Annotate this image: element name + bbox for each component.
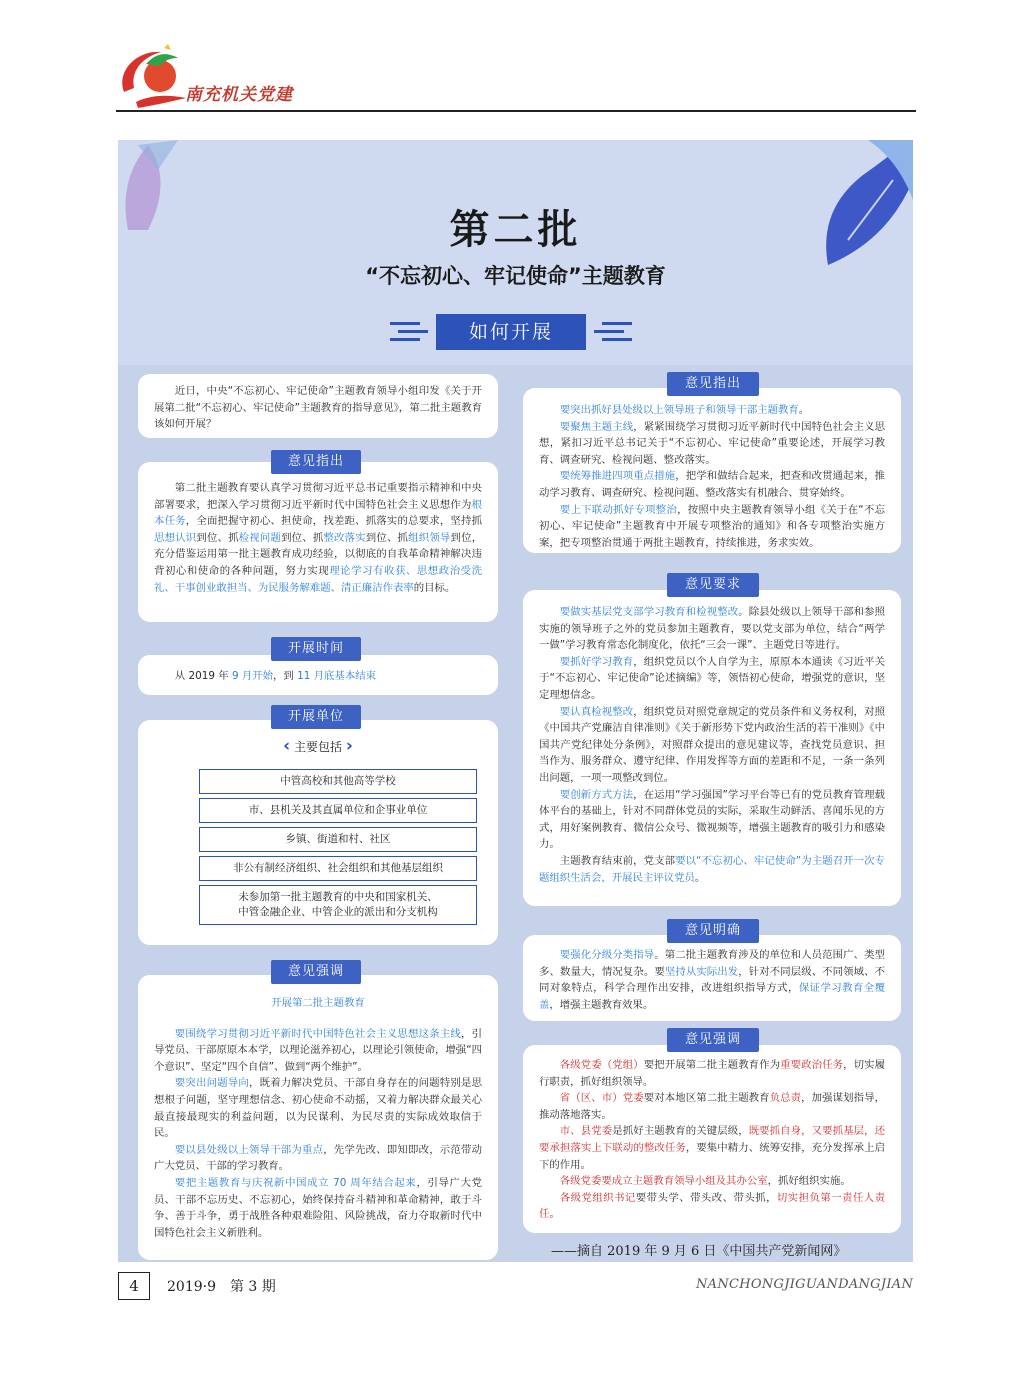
banner xyxy=(118,140,913,365)
magazine-pinyin: NANCHONGJIGUANDANGJIAN xyxy=(696,1277,914,1292)
decor-line xyxy=(398,330,428,333)
right-guide-p3: 要统筹推进四项重点措施，把学和做结合起来，把查和改贯通起来，推动学习教育、调查研究、检视问题、整改落实有机融合、贯穿始终。 xyxy=(539,470,886,499)
require-p3: 要认真检视整改，组织党员对照党章规定的党员条件和义务权利，对照《中国共产党廉洁自律准则》《关于新形势下党内政治生活的若干准则》《中国共产党纪律处分条例》，对照群众提出的意见建议等，查找党员意识、担当作为、服务群众、遵守纪律、作用发挥等方面的差距和不足，一条一条列出问题，一项一项整改到位。 xyxy=(539,705,886,784)
unit-item: 市、县机关及其直属单位和企事业单位 xyxy=(199,798,477,823)
decor-line xyxy=(594,330,624,333)
chevron-right-icon: › xyxy=(345,736,353,756)
right-guide-box xyxy=(523,388,901,553)
units-heading: ‹ 主要包括 › xyxy=(283,736,353,756)
decor-line xyxy=(602,338,632,341)
units-tag: 开展单位 xyxy=(271,705,361,729)
right-guide-tag: 意见指出 xyxy=(667,372,759,396)
chevron-left-icon: ‹ xyxy=(283,736,291,756)
left-stress-p1: 要围绕学习贯彻习近平新时代中国特色社会主义思想这条主线，引导党员、干部原原本本学，以理论滋养初心，以理论引领使命，增强“四个意识”、坚定“四个自信”、做到“两个维护”。 xyxy=(154,1027,483,1073)
magazine-title: 南充机关党建 xyxy=(185,85,293,105)
intro-text: 近日，中央“不忘初心、牢记使命”主题教育领导小组印发《关于开展第二批“不忘初心、牢记使命”主题教育的指导意见》，第二批主题教育该如何开展？ xyxy=(154,385,482,431)
page-subtitle: “不忘初心、牢记使命”主题教育 xyxy=(365,264,666,288)
source-credit: ——摘自 2019 年 9 月 6 日《中国共产党新闻网》 xyxy=(551,1244,847,1259)
intro-box xyxy=(138,374,498,438)
left-stress-p2: 要突出问题导向，既着力解决党员、干部自身存在的问题特别是思想根子问题，坚守理想信念、初心使命不动摇，又着力解决群众最关心最直接最现实的利益问题，以为民谋利、为民尽责的实际成效取信于民。 xyxy=(154,1077,482,1140)
require-p2: 要抓好学习教育，组织党员以个人自学为主，原原本本通读《习近平关于“不忘初心、牢记使命”论述摘编》等，领悟初心使命，增强党的意识，坚定理想信念。 xyxy=(539,655,886,701)
unit-item: 未参加第一批主题教育的中央和国家机关、 中管金融企业、中管企业的派出和分支机构 xyxy=(199,885,477,925)
right-stress-p1: 各级党委（党组）要把开展第二批主题教育作为重要政治任务，切实履行职责，抓好组织领导。 xyxy=(539,1059,886,1088)
left-guide-text: 第二批主题教育要认真学习贯彻习近平总书记重要指示精神和中央部署要求，把深入学习贯彻习近平新时代中国特色社会主义思想作为根本任务，全面把握守初心、担使命，找差距、抓落实的总要求，坚持抓思想认识到位、抓检视问题到位、抓整改落实到位、抓组织领导到位，充分借鉴运用第一批主题教育成功经验，以彻底的自我革命精神解决违背初心和使命的各种问题，努力实现理论学习有收获、思想政治受洗礼、干事创业敢担当、为民服务解难题、清正廉洁作表率的目标。 xyxy=(154,482,483,594)
clear-tag: 意见明确 xyxy=(667,919,759,943)
right-stress-p5: 各级党组织书记要带头学、带头改、带头抓，切实担负第一责任人责任。 xyxy=(539,1191,886,1221)
left-stress-p3: 要以县处级以上领导干部为重点，先学先改、即知即改，示范带动广大党员、干部的学习教育。 xyxy=(154,1143,482,1173)
right-guide-p4: 要上下联动抓好专项整治，按照中央主题教育领导小组《关于在“不忘初心、牢记使命”主题教育中开展专项整治的通知》和各专项整治实施方案，把专项整治贯通于两批主题教育，持续推进，务求实效。 xyxy=(539,503,885,549)
issue-label: 2019·9 第 3 期 xyxy=(167,1279,276,1295)
decor-line xyxy=(390,322,420,325)
page-title: 第二批 xyxy=(449,207,582,253)
right-guide-p1: 要突出抓好县处级以上领导班子和领导干部主题教育。 xyxy=(559,404,810,416)
right-stress-p4: 各级党委要成立主题教育领导小组及其办公室，抓好组织实施。 xyxy=(559,1175,851,1188)
require-box xyxy=(523,590,901,906)
unit-item: 乡镇、街道和村、社区 xyxy=(199,827,477,852)
left-stress-heading: 开展第二批主题教育 xyxy=(271,997,365,1009)
left-guide-box xyxy=(138,462,498,622)
right-stress-p2: 省（区、市）党委要对本地区第二批主题教育负总责，加强谋划指导，推动落地落实。 xyxy=(539,1092,886,1121)
clear-text: 要强化分级分类指导。第二批主题教育涉及的单位和人员范围广、类型多、数量大，情况复杂。要坚持从实际出发，针对不同层级、不同领域、不同对象特点，科学合理作出安排，改进组织指导方式，保证学习教育全覆盖，增强主题教育效果。 xyxy=(539,949,886,1011)
unit-item: 非公有制经济组织、社会组织和其他基层组织 xyxy=(199,856,477,881)
logo-icon xyxy=(116,42,196,110)
time-tag: 开展时间 xyxy=(271,637,361,661)
require-p1: 要做实基层党支部学习教育和检视整改。除县处级以上领导干部和参照实施的领导班子之外的党员参加主题教育，要以党支部为单位，结合“两学一做”学习教育常态化制度化，依托“三会一课”、主题党日等进行。 xyxy=(539,606,886,652)
require-p5: 主题教育结束前，党支部要以“不忘初心、牢记使命”为主题召开一次专题组织生活会，开展民主评议党员。 xyxy=(539,854,886,884)
how-to-banner: 如何开展 xyxy=(436,314,586,350)
require-tag: 意见要求 xyxy=(667,573,759,597)
right-stress-p3: 市、县党委是抓好主题教育的关键层级，既要抓自身，又要抓基层，还要承担落实上下联动的整改任务，要集中精力、统筹安排，充分发挥承上启下的作用。 xyxy=(539,1125,886,1171)
page-number: 4 xyxy=(118,1272,150,1300)
units-box xyxy=(138,720,498,945)
right-stress-tag: 意见强调 xyxy=(667,1028,759,1052)
unit-item: 中管高校和其他高等学校 xyxy=(199,769,477,794)
time-text: 从 2019 年 9 月开始，到 11 月底基本结束 xyxy=(174,670,376,682)
decor-line xyxy=(602,322,632,325)
time-box xyxy=(138,655,498,695)
require-p4: 要创新方式方法，在运用“学习强国”学习平台等已有的党员教育管理载体平台的基础上，针对不同群体党员的实际，采取生动鲜活、喜闻乐见的方式，用好案例教育、微信公众号、微视频等，增强主题教育的吸引力和感染力。 xyxy=(539,788,886,851)
left-guide-tag: 意见指出 xyxy=(271,450,361,474)
left-stress-tag: 意见强调 xyxy=(271,960,361,984)
clear-box xyxy=(523,935,901,1021)
right-guide-p2: 要聚焦主题主线，紧紧围绕学习贯彻习近平新时代中国特色社会主义思想，紧扣习近平总书记关于“不忘初心、牢记使命”重要论述，开展学习教育、调查研究、检视问题、整改落实。 xyxy=(539,420,886,466)
left-stress-box xyxy=(138,975,498,1260)
decor-line xyxy=(390,338,420,341)
header-rule xyxy=(116,110,916,112)
left-stress-p4: 要把主题教育与庆祝新中国成立 70 周年结合起来，引导广大党员、干部不忘历史、不忘初心，始终保持奋斗精神和革命精神，敢于斗争、善于斗争，勇于战胜各种艰难险阻、风险挑战，奋力夺取新时代中国特色社会主义新胜利。 xyxy=(154,1176,483,1239)
right-stress-box xyxy=(523,1045,901,1233)
poster xyxy=(118,140,913,1262)
